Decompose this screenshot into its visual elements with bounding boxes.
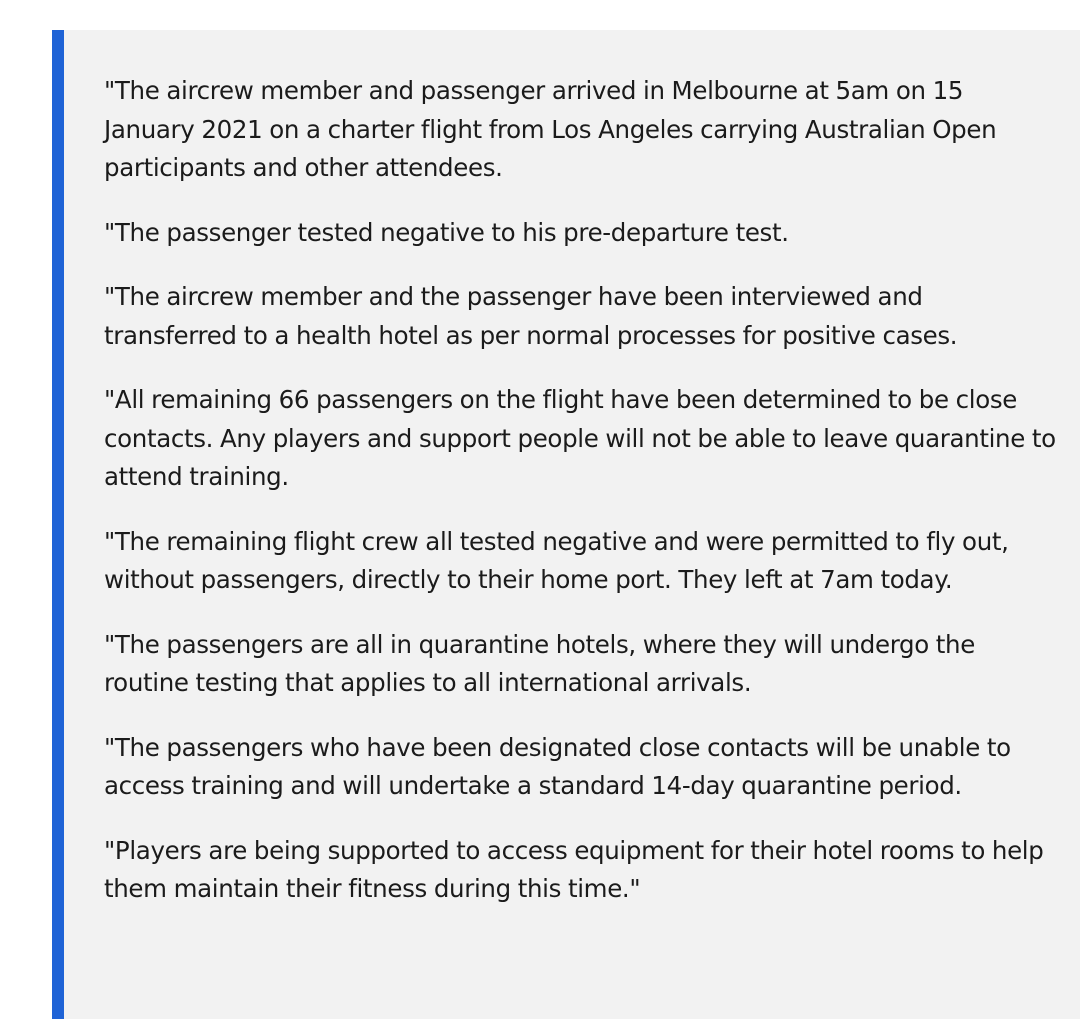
- quote-paragraph-8: "Players are being supported to access equipment for their hotel rooms to help them maintain their fitness during this time.": [104, 835, 1044, 903]
- quote-paragraph-3: "The aircrew member and the passenger have been interviewed and transferred to a health hotel as per normal processes for positive cases.: [104, 282, 958, 350]
- pull-quote: [52, 30, 1080, 1019]
- quote-paragraph-6: "The passengers are all in quarantine hotels, where they will undergo the routine testing that applies to all international arrivals.: [104, 629, 975, 697]
- quote-paragraph-5: "The remaining flight crew all tested negative and were permitted to fly out, without passengers, directly to their home port. They left at 7am today.: [104, 526, 1009, 594]
- quote-paragraph-1: "The aircrew member and passenger arrived in Melbourne at 5am on 15 January 2021 on a charter flight from Los Angeles carrying Australian Open participants and other attendees.: [104, 76, 997, 182]
- quote-paragraph-2: "The passenger tested negative to his pre-departure test.: [104, 217, 789, 247]
- quote-paragraph-4: "All remaining 66 passengers on the flight have been determined to be close contacts. Any players and support people will not be able to leave quarantine to attend training.: [104, 385, 1056, 491]
- quote-paragraph-7: "The passengers who have been designated close contacts will be unable to access training and will undertake a standard 14-day quarantine period.: [104, 732, 1011, 800]
